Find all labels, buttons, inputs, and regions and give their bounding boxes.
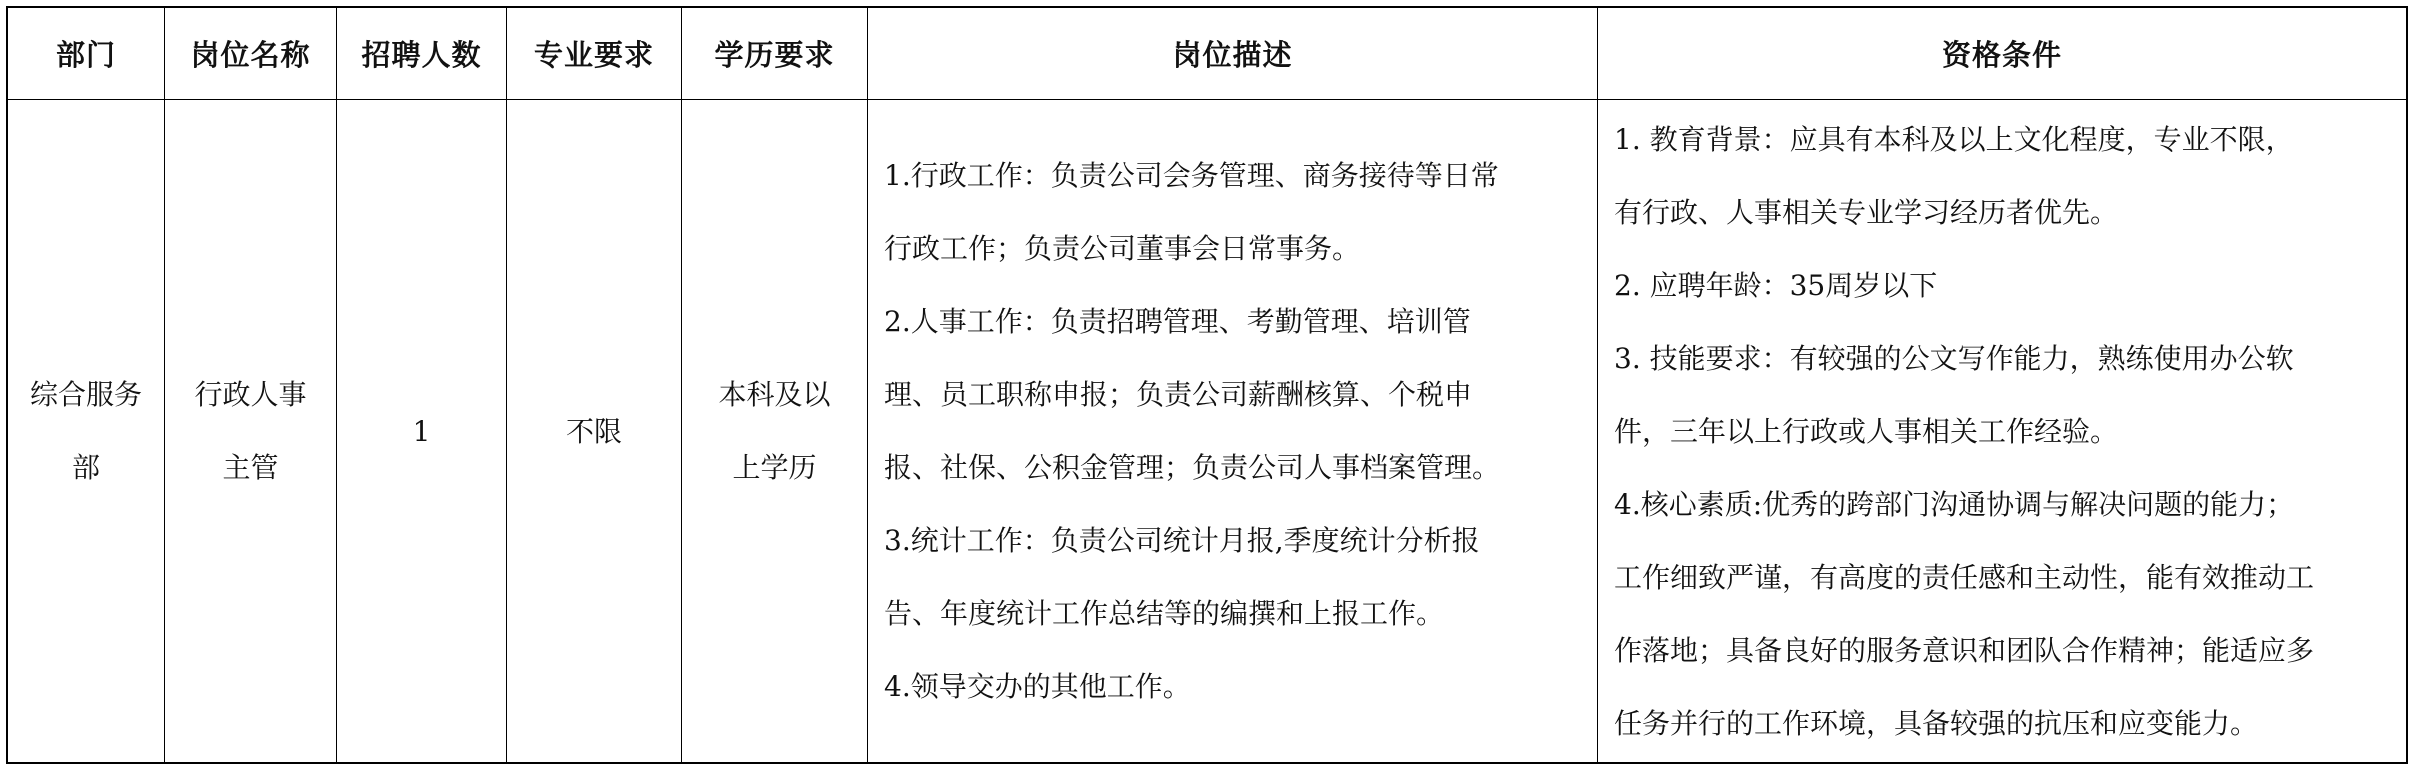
qualification-line: 1. 教育背景：应具有本科及以上文化程度，专业不限，: [1614, 122, 2294, 156]
description-line: 行政工作；负责公司董事会日常事务。: [884, 232, 1361, 265]
cell-dept: [8, 100, 165, 762]
dept-line-2: 部: [71, 451, 100, 484]
qualification-line: 4.核心素质:优秀的跨部门沟通协调与解决问题的能力；: [1614, 487, 2295, 521]
cell-education: [682, 100, 868, 762]
description-line: 2.人事工作：负责招聘管理、考勤管理、培训管: [884, 305, 1471, 338]
description-line: 报、社保、公积金管理；负责公司人事档案管理。: [884, 451, 1501, 484]
description-line: 3.统计工作：负责公司统计月报,季度统计分析报: [884, 524, 1480, 557]
position-line-2: 主管: [222, 451, 279, 484]
major-value: 不限: [565, 414, 622, 448]
description-line: 告、年度统计工作总结等的编撰和上报工作。: [884, 597, 1445, 630]
count-value: 1: [412, 414, 431, 448]
header-dept: 部门: [8, 8, 165, 100]
header-major: 专业要求: [507, 8, 682, 100]
cell-count: [337, 100, 507, 762]
description-line: 4.领导交办的其他工作。: [884, 670, 1191, 703]
qualification-line: 工作细致严谨，有高度的责任感和主动性，能有效推动工: [1614, 560, 2315, 594]
qualification-line: 件，三年以上行政或人事相关工作经验。: [1614, 414, 2119, 448]
qualification-line: 作落地；具备良好的服务意识和团队合作精神；能适应多: [1614, 633, 2315, 667]
position-line-1: 行政人事: [194, 378, 307, 411]
header-position: 岗位名称: [165, 8, 337, 100]
qualification-line: 3. 技能要求：有较强的公文写作能力，熟练使用办公软: [1614, 341, 2294, 375]
header-qualification: 资格条件: [1598, 8, 2406, 100]
cell-description: [868, 100, 1598, 762]
dept-line-1: 综合服务: [29, 378, 142, 411]
header-description: 岗位描述: [868, 8, 1598, 100]
header-education: 学历要求: [682, 8, 868, 100]
description-line: 理、员工职称申报；负责公司薪酬核算、个税申: [884, 378, 1473, 411]
description-line: 1.行政工作：负责公司会务管理、商务接待等日常: [884, 159, 1499, 192]
education-line-1: 本科及以: [718, 378, 831, 411]
qualification-line: 有行政、人事相关专业学习经历者优先。: [1614, 195, 2119, 229]
header-count: 招聘人数: [337, 8, 507, 100]
cell-major: [507, 100, 682, 762]
cell-qualification: [1598, 100, 2406, 762]
qualification-line: 2. 应聘年龄：35周岁以下: [1614, 268, 1938, 302]
cell-position: [165, 100, 337, 762]
qualification-line: 任务并行的工作环境，具备较强的抗压和应变能力。: [1614, 706, 2259, 740]
education-line-2: 上学历: [732, 451, 817, 484]
recruitment-table: [6, 6, 2408, 764]
